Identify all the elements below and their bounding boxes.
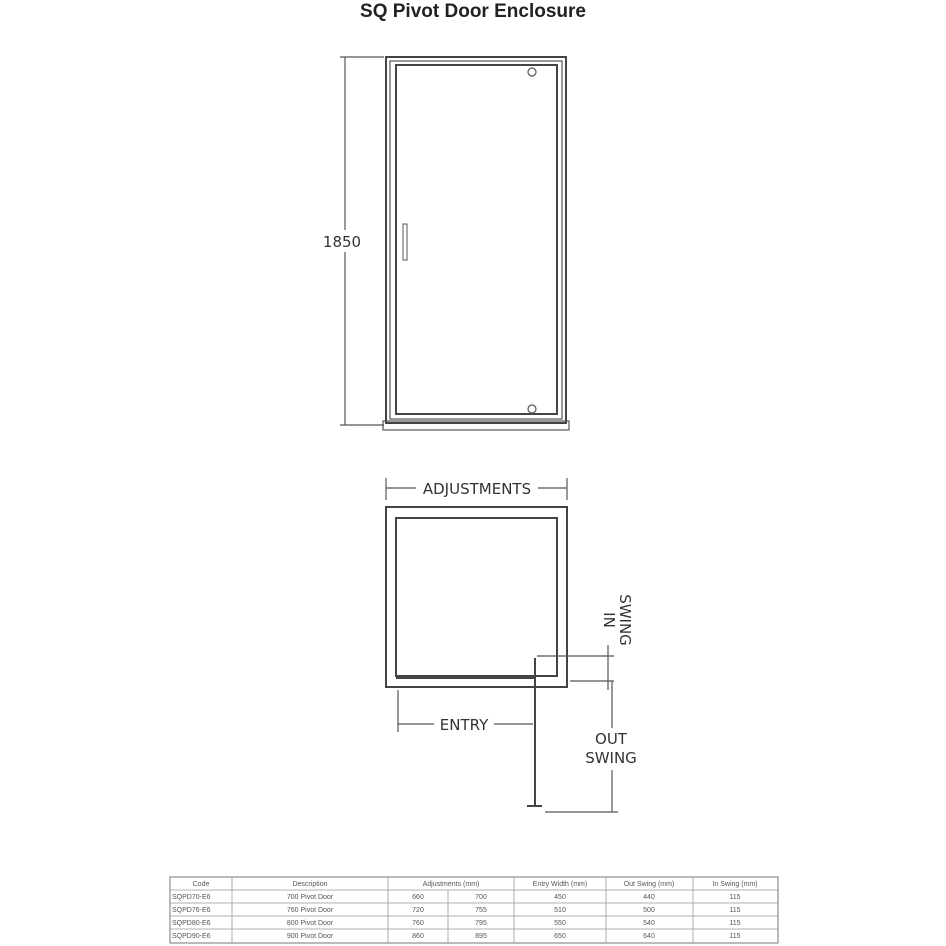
plan-view xyxy=(386,478,642,812)
table-cell: SQPD76-E6 xyxy=(172,907,211,914)
out-swing-label-2: SWING xyxy=(585,749,637,767)
outer-frame xyxy=(386,57,566,423)
table-cell: 500 xyxy=(643,907,655,914)
table-cell: 720 xyxy=(412,907,424,914)
table-cell: 450 xyxy=(554,894,566,901)
bottom-pivot-hinge xyxy=(528,405,536,413)
header-adjustments: Adjustments (mm) xyxy=(422,881,480,888)
plan-inner-panels xyxy=(396,518,557,676)
table-cell: 640 xyxy=(643,933,655,940)
table-cell: 895 xyxy=(475,933,487,940)
header-out-swing: Out Swing (mm) xyxy=(623,881,675,888)
front-elevation xyxy=(320,57,569,430)
table-cell: 660 xyxy=(412,894,424,901)
out-swing-label-1: OUT xyxy=(595,730,627,748)
entry-label: ENTRY xyxy=(439,716,489,734)
table-cell: 550 xyxy=(554,920,566,927)
frame-inner-edge xyxy=(390,61,562,419)
table-cell: SQPD70-E6 xyxy=(172,894,211,901)
table-cell: 760 xyxy=(412,920,424,927)
table-cell: 755 xyxy=(475,907,487,914)
table-cell: 800 Pivot Door xyxy=(286,920,334,927)
table-cell: SQPD90-E6 xyxy=(172,933,211,940)
table-cell: 540 xyxy=(643,920,655,927)
table-cell: 700 Pivot Door xyxy=(286,894,334,901)
adjustments-label: ADJUSTMENTS xyxy=(422,480,532,498)
header-description: Description xyxy=(292,881,328,888)
table-cell: 795 xyxy=(475,920,487,927)
table-cell: 510 xyxy=(554,907,566,914)
table-cell: SQPD80-E6 xyxy=(172,920,211,927)
table-cell: 115 xyxy=(729,894,741,901)
table-cell: 115 xyxy=(729,920,741,927)
top-pivot-hinge xyxy=(528,68,536,76)
table-cell: 860 xyxy=(412,933,424,940)
table-cell: 440 xyxy=(643,894,655,901)
drawing-title: SQ Pivot Door Enclosure xyxy=(360,1,586,22)
sizes-table xyxy=(170,877,778,943)
in-swing-label-2: SWING xyxy=(616,594,634,646)
door-panel xyxy=(396,65,557,414)
header-code: Code xyxy=(192,881,210,888)
height-label: 1850 xyxy=(322,233,362,251)
header-in-swing: In Swing (mm) xyxy=(712,881,758,888)
plan-outer-frame xyxy=(386,507,567,687)
in-swing-label-1: IN xyxy=(600,612,618,628)
table-cell: 115 xyxy=(729,933,741,940)
table-cell: 700 xyxy=(475,894,487,901)
header-entry-width: Entry Width (mm) xyxy=(532,881,588,888)
table-cell: 760 Pivot Door xyxy=(286,907,334,914)
table-cell: 650 xyxy=(554,933,566,940)
door-handle xyxy=(403,224,407,260)
table-cell: 900 Pivot Door xyxy=(286,933,334,940)
table-cell: 115 xyxy=(729,907,741,914)
